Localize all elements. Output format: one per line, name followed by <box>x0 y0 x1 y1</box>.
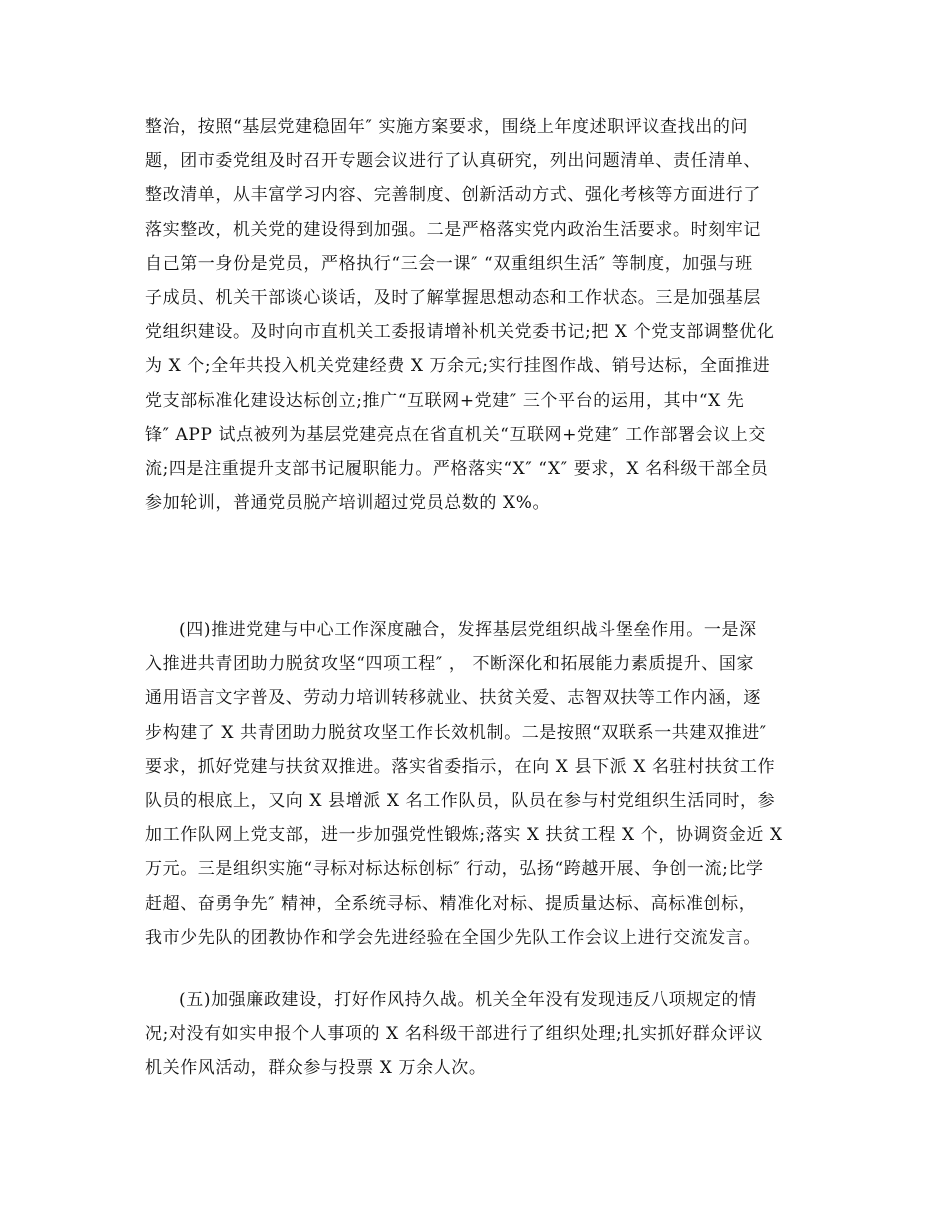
text-line: 题，团市委党组及时召开专题会议进行了认真研究，列出问题清单、责任清单、 <box>145 151 761 172</box>
paragraph-party-building <box>145 110 805 520</box>
text-line: 流;四是注重提升支部书记履职能力。严格落实“X″ “X″ 要求，X 名科级干部全员 <box>145 459 769 480</box>
text-line: 赶超、奋勇争先″ 精神，全系统寻标、精准化对标、提质量达标、高标准创标， <box>145 893 757 914</box>
text-line: 万元。三是组织实施“寻标对标达标创标″ 行动，弘扬“跨越开展、争创一流;比学 <box>145 859 764 880</box>
text-line: 我市少先队的团教协作和学会先进经验在全国少先队工作会议上进行交流发言。 <box>145 927 761 948</box>
text-line: 锋″ APP 试点被列为基层党建亮点在省直机关“互联网+党建″ 工作部署会议上交 <box>145 424 766 445</box>
text-line: 要求，抓好党建与扶贫双推进。落实省委指示，在向 X 县下派 X 名驻村扶贫工作 <box>145 756 776 777</box>
text-line: 为 X 个;全年共投入机关党建经费 X 万余元;实行挂图作战、销号达标，全面推进 <box>145 356 771 377</box>
text-line: 整治，按照“基层党建稳固年″ 实施方案要求，围绕上年度述职评议查找出的问 <box>145 117 749 137</box>
text-line: 参加轮训，普通党员脱产培训超过党员总数的 X%。 <box>145 493 551 514</box>
text-line: 入推进共青团助力脱贫攻坚“四项工程″ ， 不断深化和拓展能力素质提升、国家 <box>145 654 755 675</box>
text-line: 落实整改，机关党的建设得到加强。二是严格落实党内政治生活要求。时刻牢记 <box>145 219 761 240</box>
text-line: 子成员、机关干部谈心谈话，及时了解掌握思想动态和工作状态。三是加强基层 <box>145 288 761 309</box>
text-line: 党组织建设。及时向市直机关工委报请增补机关党委书记;把 X 个党支部调整优化 <box>145 322 775 343</box>
paragraph-section-five <box>145 983 805 1086</box>
text-line: 队员的根底上，又向 X 县增派 X 名工作队员，队员在参与村党组织生活同时，参 <box>145 791 776 812</box>
text-line: 加工作队网上党支部，进一步加强党性锻炼;落实 X 扶贫工程 X 个，协调资金近 X <box>145 825 783 846</box>
paragraph-section-four <box>145 613 805 955</box>
text-line: 党支部标准化建设达标创立;推广“互联网+党建″ 三个平台的运用，其中“X 先 <box>145 390 745 411</box>
text-line: 整改清单，从丰富学习内容、完善制度、创新活动方式、强化考核等方面进行了 <box>145 185 761 206</box>
text-line: 步构建了 X 共青团助力脱贫攻坚工作长效机制。二是按照“双联系一共建双推进″ <box>145 722 767 743</box>
text-line: 通用语言文字普及、劳动力培训转移就业、扶贫关爱、志智双扶等工作内涵，逐 <box>145 688 761 709</box>
text-line: (五)加强廉政建设，打好作风持久战。机关全年没有发现违反八项规定的情 <box>179 990 757 1010</box>
text-line: 况;对没有如实申报个人事项的 X 名科级干部进行了组织处理;扎实抓好群众评议 <box>145 1024 764 1045</box>
text-line: 机关作风活动，群众参与投票 X 万余人次。 <box>145 1058 487 1079</box>
text-line: 自己第一身份是党员，严格执行“三会一课″ “双重组织生活″ 等制度，加强与班 <box>145 253 753 274</box>
text-line: (四)推进党建与中心工作深度融合，发挥基层党组织战斗堡垒作用。一是深 <box>179 620 757 640</box>
